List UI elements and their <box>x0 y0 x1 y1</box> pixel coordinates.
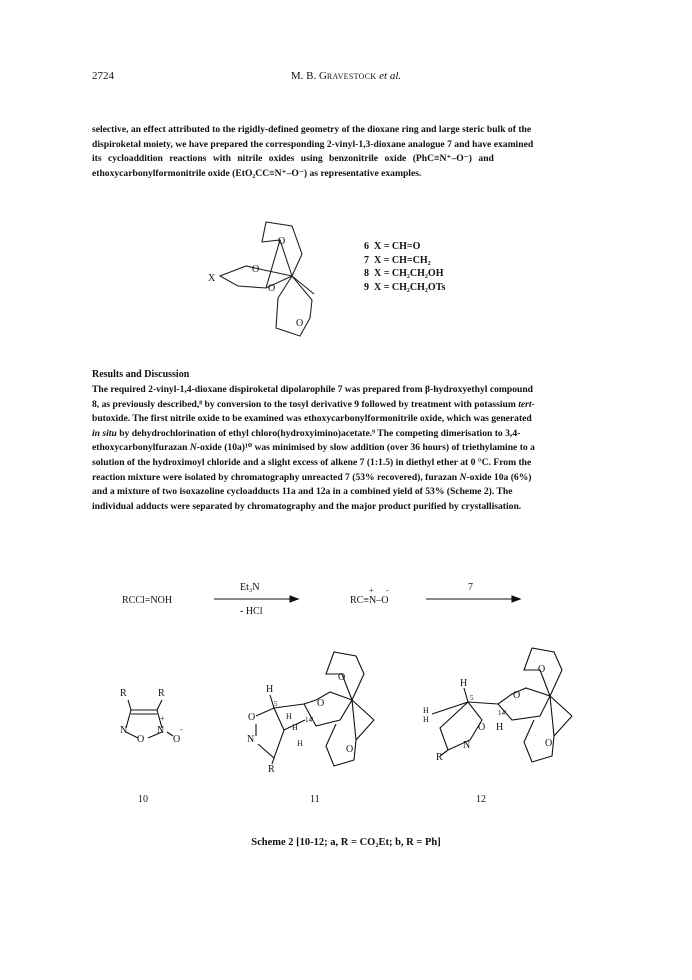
scheme-2 <box>0 570 692 830</box>
svg-text:14': 14' <box>305 716 314 724</box>
svg-text:O: O <box>278 236 286 247</box>
section-heading: Results and Discussion <box>92 369 190 380</box>
reagent-bottom: - HCl <box>240 606 263 617</box>
compound-7: 7 X = CH=CH₂ <box>364 254 431 266</box>
svg-text:H: H <box>297 739 303 748</box>
compound-8: 8 X = CH₂CH₂OH <box>364 268 444 279</box>
svg-text:+: + <box>160 714 165 723</box>
svg-text:N: N <box>157 725 165 736</box>
svg-text:O: O <box>317 698 325 709</box>
svg-text:O: O <box>338 672 346 683</box>
svg-text:O: O <box>538 664 546 675</box>
nitrile-oxide-label: RC≡N–O <box>350 595 389 606</box>
compound-list <box>364 240 445 294</box>
svg-text:14': 14' <box>498 709 507 717</box>
svg-text:R: R <box>268 764 275 775</box>
svg-text:O: O <box>346 744 354 755</box>
svg-text:R: R <box>158 688 165 699</box>
reactant-label: RCCl=NOH <box>122 595 173 606</box>
svg-text:H: H <box>266 684 274 695</box>
svg-text:O: O <box>252 264 260 275</box>
svg-text:O: O <box>137 734 145 745</box>
label-10: 10 <box>138 794 148 805</box>
label-11: 11 <box>310 794 320 805</box>
svg-text:H: H <box>496 722 504 733</box>
scheme-caption: Scheme 2 [10-12; a, R = CO₂Et; b, R = Ph] <box>251 837 441 848</box>
svg-text:N: N <box>247 734 255 745</box>
svg-text:-: - <box>180 725 183 734</box>
svg-text:O: O <box>173 734 181 745</box>
svg-text:H: H <box>292 723 298 732</box>
svg-text:H: H <box>460 678 468 689</box>
intro-paragraph: selective, an effect attributed to the rigidly-defined geometry of the dioxane ring and large steric bulk of the dispiroketal moiety, we have prepared the corresponding 2-vinyl-1,3-dioxane analogue 7 and have examined its cycloaddition reactions with nitrile oxides using benzonitrile oxide (PhC≡N⁺–O⁻) and ethoxycarbonylformonitrile oxide (EtO₂CC≡N⁺–O⁻) as representative examples. <box>92 124 534 179</box>
step2-reagent: 7 <box>468 582 473 593</box>
results-paragraph: The required 2-vinyl-1,4-dioxane dispiroketal dipolarophile 7 was prepared from β-hydroxyethyl compound 8, as previously described,⁸ by conversion to the tosyl derivative 9 followed by treatment with potassium tert- butoxide. The first nitrile oxide to be examined was ethoxycarbonylformonitrile oxide, which was generated in situ by dehydrochlorination of ethyl chloro(hydroxyimino)acetate.⁹ The competing dimerisation to 3,4- ethoxycarbonylfurazan N-oxide (10a)¹⁰ was minimised by slow addition (over 36 hours) of triethylamine to a solution of the hydroximoyl chloride and a slight excess of alkene 7 (1:1.5) in diethyl ether at 0 °C. From the reaction mixture were isolated by chromatography unreacted 7 (53% recovered), furazan N-oxide 10a (6%) and a mixture of two isoxazoline cycloadducts 11a and 12a in a combined yield of 53% (Scheme 2). The individual adducts were separated by chromatography and the major product purified by crystallisation. <box>92 384 535 512</box>
svg-text:H: H <box>423 715 429 724</box>
svg-text:X: X <box>208 273 216 284</box>
page-number: 2724 <box>92 70 114 82</box>
svg-text:O: O <box>513 690 521 701</box>
compound-6: 6 X = CH=O <box>364 241 421 252</box>
dispiroketal-structure <box>200 210 350 350</box>
svg-text:+: + <box>369 586 374 595</box>
svg-text:O: O <box>296 318 304 329</box>
svg-text:N: N <box>463 740 471 751</box>
svg-text:5: 5 <box>470 694 474 702</box>
svg-text:O: O <box>545 738 553 749</box>
svg-text:O: O <box>248 712 256 723</box>
label-12: 12 <box>476 794 486 805</box>
svg-text:H: H <box>286 712 292 721</box>
svg-text:O: O <box>478 722 486 733</box>
svg-text:H: H <box>423 706 429 715</box>
svg-text:-: - <box>386 586 389 595</box>
svg-text:R: R <box>436 752 443 763</box>
reagent-top: Et₃N <box>240 582 260 593</box>
svg-text:N: N <box>120 725 128 736</box>
svg-text:R: R <box>120 688 127 699</box>
running-head: M. B. Gravestock et al. <box>290 70 402 82</box>
compound-9: 9 X = CH₂CH₂OTs <box>364 281 446 293</box>
svg-text:O: O <box>268 283 276 294</box>
page-header <box>0 70 692 86</box>
svg-text:5: 5 <box>274 700 278 708</box>
